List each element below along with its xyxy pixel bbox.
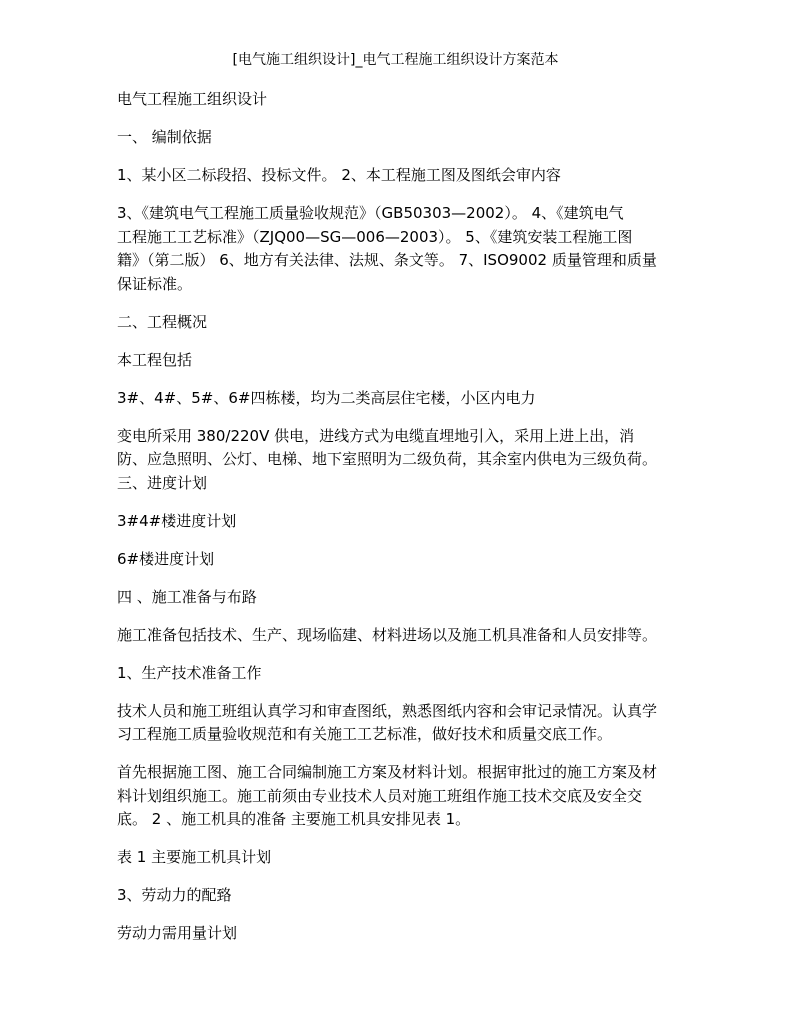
basis-item-1: 1、某小区二标段招、投标文件。 2、本工程施工图及图纸会审内容 bbox=[117, 166, 561, 184]
basis-item-2-line: 保证标准。 bbox=[117, 274, 193, 293]
preparation-1-para-2-line: 底。 2 、施工机具的准备 主要施工机具安排见表 1。 bbox=[117, 810, 471, 828]
schedule-6: 6#楼进度计划 bbox=[117, 549, 215, 568]
section-heading-schedule: 三、进度计划 bbox=[117, 473, 208, 492]
section-heading-preparation: 四 、施工准备与布路 bbox=[117, 587, 257, 606]
basis-item-2-line: 籍》（第二版） 6、地方有关法律、法规、条文等。 7、ISO9002 质量管理和质量 bbox=[117, 251, 657, 269]
preparation-1-para-2 bbox=[117, 761, 683, 832]
preparation-1-para-1 bbox=[117, 700, 683, 747]
preparation-1-para-1-line: 技术人员和施工班组认真学习和审查图纸，熟悉图纸内容和会审记录情况。认真学 bbox=[117, 701, 658, 720]
basis-item-2-line: 工程施工工艺标准》（ZJQ00—SG—006—2003）。 5、《建筑安装工程施工图 bbox=[117, 227, 633, 246]
labor-plan: 劳动力需用量计划 bbox=[117, 924, 238, 942]
preparation-1-para-1-line: 习工程施工质量验收规范和有关施工工艺标准，做好技术和质量交底工作。 bbox=[117, 725, 613, 743]
document-title: 电气工程施工组织设计 bbox=[117, 90, 268, 108]
overview-power bbox=[117, 425, 683, 472]
page-header-title: [电气施工组织设计]_电气工程施工组织设计方案范本 bbox=[232, 52, 559, 68]
preparation-1-para-2-line: 首先根据施工图、施工合同编制施工方案及材料计划。根据审批过的施工方案及材 bbox=[117, 763, 658, 781]
overview-buildings: 3#、4#、5#、6#四栋楼，均为二类高层住宅楼，小区内电力 bbox=[117, 388, 536, 407]
preparation-1-para-2-line: 料计划组织施工。施工前须由专业技术人员对施工班组作施工技术交底及安全交 bbox=[117, 786, 643, 805]
basis-item-2 bbox=[117, 202, 683, 296]
section-heading-basis: 一、 编制依据 bbox=[117, 128, 212, 146]
document-body bbox=[117, 88, 683, 960]
preparation-1-heading: 1、生产技术准备工作 bbox=[117, 663, 262, 682]
overview-power-line: 变电所采用 380/220V 供电，进线方式为电缆直埋地引入，采用上进上出，消 bbox=[117, 426, 635, 445]
page-header bbox=[0, 50, 791, 70]
labor-heading: 3、劳动力的配臵 bbox=[117, 886, 232, 904]
section-heading-overview: 二、工程概况 bbox=[117, 312, 208, 331]
overview-intro: 本工程包括 bbox=[117, 350, 193, 369]
table-1-title: 表 1 主要施工机具计划 bbox=[117, 848, 272, 866]
overview-power-line: 防、应急照明、公灯、电梯、地下室照明为二级负荷，其余室内供电为三级负荷。 bbox=[117, 450, 658, 468]
preparation-intro: 施工准备包括技术、生产、现场临建、材料进场以及施工机具准备和人员安排等。 bbox=[117, 625, 658, 644]
basis-item-2-line: 3、《建筑电气工程施工质量验收规范》（GB50303—2002）。 4、《建筑电气 bbox=[117, 204, 624, 222]
schedule-34: 3#4#楼进度计划 bbox=[117, 511, 237, 530]
